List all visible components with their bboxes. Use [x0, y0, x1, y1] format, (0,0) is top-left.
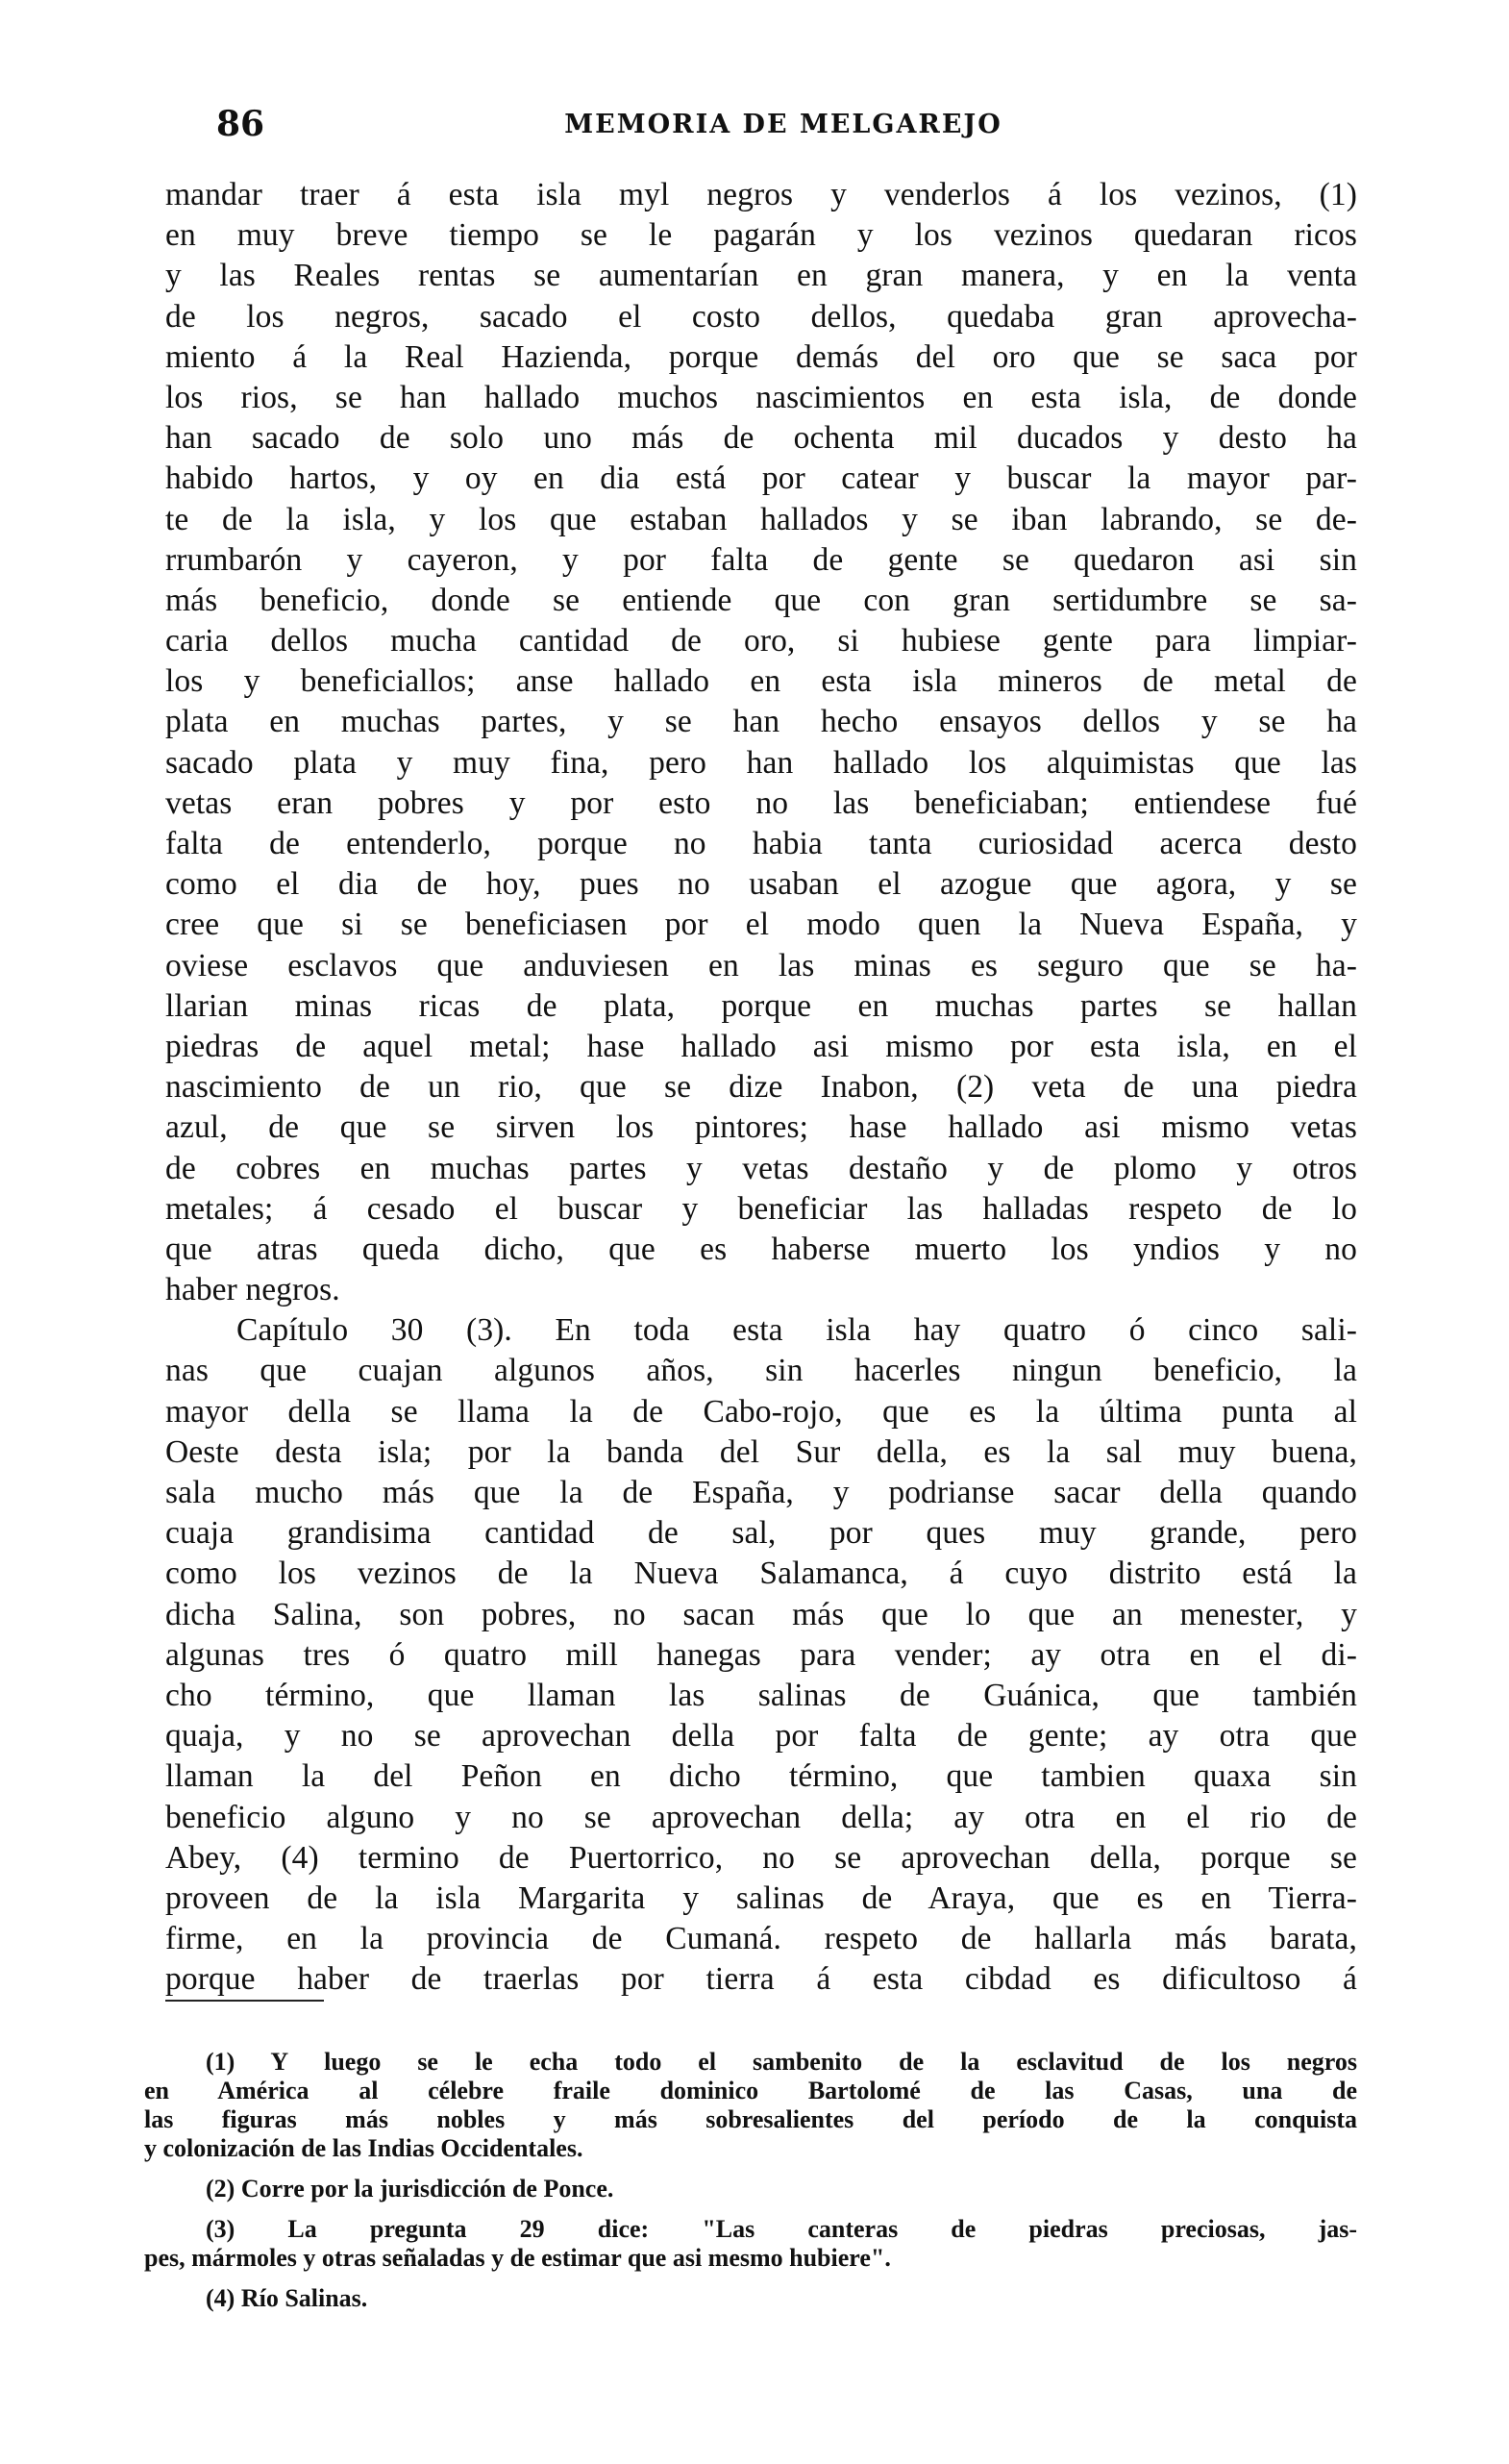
text-line: cho término, que llaman las salinas de Guánica, que también [165, 1677, 1357, 1713]
text-line: metales; á cesado el buscar y beneficiar las halladas respeto de lo [165, 1190, 1357, 1227]
footnote-line: y colonización de las Indias Occidentales. [144, 2134, 583, 2162]
text-line: nas que cuajan algunos años, sin hacerles ningun beneficio, la [165, 1353, 1357, 1389]
footnote-3 [144, 2215, 1357, 2273]
text-line: como los vezinos de la Nueva Salamanca, á cuyo distrito está la [165, 1556, 1357, 1592]
text-line: y las Reales rentas se aumentarían en gran manera, y en la venta [165, 258, 1357, 294]
footnote-line: (3) La pregunta 29 dice: "Las canteras de piedras preciosas, jas- [206, 2215, 1357, 2243]
text-line: sacado plata y muy fina, pero han hallado los alquimistas que las [165, 744, 1357, 781]
text-line: Abey, (4) termino de Puertorrico, no se aprovechan della, porque se [165, 1839, 1357, 1876]
text-line: más beneficio, donde se entiende que con gran sertidumbre se sa- [165, 582, 1357, 618]
text-line: llarian minas ricas de plata, porque en muchas partes se hallan [165, 987, 1357, 1024]
text-line: los rios, se han hallado muchos nascimientos en esta isla, de donde [165, 379, 1357, 415]
text-line: caria dellos mucha cantidad de oro, si hubiese gente para limpiar- [165, 623, 1357, 660]
footnote-4 [144, 2284, 1357, 2313]
text-line: falta de entenderlo, porque no habia tanta curiosidad acerca desto [165, 826, 1357, 861]
footnote-line: pes, mármoles y otras señaladas y de estimar que asi mesmo hubiere". [144, 2244, 891, 2272]
text-line: sala mucho más que la de España, y podrianse sacar della quando [165, 1475, 1357, 1510]
text-line: de los negros, sacado el costo dellos, quedaba gran aprovecha- [165, 298, 1357, 335]
text-line: vetas eran pobres y por esto no las beneficiaban; entiendese fué [165, 784, 1357, 821]
text-line: miento á la Real Hazienda, porque demás del oro que se saca por [165, 338, 1357, 375]
page-number: 86 [216, 104, 265, 144]
text-line: oviese esclavos que anduviesen en las minas es seguro que se ha- [165, 947, 1357, 983]
text-line: rrumbarón y cayeron, y por falta de gente se quedaron asi sin [165, 541, 1357, 578]
text-line: de cobres en muchas partes y vetas destaño y de plomo y otros [165, 1150, 1357, 1186]
text-line: mayor della se llama la de Cabo-rojo, que es la última punta al [165, 1393, 1357, 1430]
text-line: cuaja grandisima cantidad de sal, por ques muy grande, pero [165, 1515, 1357, 1552]
text-line: habido hartos, y oy en dia está por catear y buscar la mayor par- [165, 460, 1357, 497]
footnote-separator [165, 2000, 324, 2002]
text-line: firme, en la provincia de Cumaná. respeto de hallarla más barata, [165, 1921, 1357, 1957]
text-line: que atras queda dicho, que es haberse muerto los yndios y no [165, 1231, 1357, 1267]
text-line: te de la isla, y los que estaban hallados y se iban labrando, se de- [165, 501, 1357, 537]
text-line: han sacado de solo uno más de ochenta mil ducados y desto ha [165, 420, 1357, 457]
footnotes [144, 2048, 1357, 2313]
text-line: algunas tres ó quatro mill hanegas para vender; ay otra en el di- [165, 1636, 1357, 1673]
text-line: cree que si se beneficiasen por el modo quen la Nueva España, y [165, 907, 1357, 943]
body-text [165, 175, 1357, 2000]
text-line: nascimiento de un rio, que se dize Inabon, (2) veta de una piedra [165, 1069, 1357, 1106]
text-line: como el dia de hoy, pues no usaban el azogue que agora, y se [165, 866, 1357, 903]
running-title: MEMORIA DE MELGAREJO [564, 110, 1002, 139]
footnote-line: en América al célebre fraile dominico Bartolomé de las Casas, una de [144, 2077, 1357, 2104]
text-line: proveen de la isla Margarita y salinas de Araya, que es en Tierra- [165, 1879, 1357, 1916]
text-line: Oeste desta isla; por la banda del Sur della, es la sal muy buena, [165, 1433, 1357, 1470]
text-line: llaman la del Peñon en dicho término, que tambien quaxa sin [165, 1758, 1357, 1795]
text-line: haber negros. [165, 1272, 340, 1308]
text-line: porque haber de traerlas por tierra á esta cibdad es dificultoso á [165, 1961, 1357, 1998]
footnote-line: (4) Río Salinas. [206, 2284, 368, 2312]
chapter-start-line: Capítulo 30 (3). En toda esta isla hay quatro ó cinco sali- [236, 1312, 1357, 1349]
text-line: en muy breve tiempo se le pagarán y los vezinos quedaran ricos [165, 217, 1357, 254]
footnote-line: (2) Corre por la jurisdicción de Ponce. [206, 2175, 614, 2203]
footnote-1 [144, 2048, 1357, 2163]
text-line: los y beneficiallos; anse hallado en esta isla mineros de metal de [165, 663, 1357, 700]
footnote-line: (1) Y luego se le echa todo el sambenito de la esclavitud de los negros [206, 2048, 1357, 2076]
text-line: azul, de que se sirven los pintores; hase hallado asi mismo vetas [165, 1109, 1357, 1146]
running-head [216, 104, 1350, 162]
text-line: mandar traer á esta isla myl negros y venderlos á los vezinos, (1) [165, 177, 1357, 212]
text-line: plata en muchas partes, y se han hecho ensayos dellos y se ha [165, 704, 1357, 740]
text-line: beneficio alguno y no se aprovechan della; ay otra en el rio de [165, 1799, 1357, 1835]
footnote-line: las figuras más nobles y más sobresalientes del período de la conquista [144, 2105, 1357, 2133]
footnote-2 [144, 2175, 1357, 2203]
text-line: dicha Salina, son pobres, no sacan más que lo que an menester, y [165, 1596, 1357, 1632]
text-line: piedras de aquel metal; hase hallado asi mismo por esta isla, en el [165, 1028, 1357, 1064]
text-line: quaja, y no se aprovechan della por falta de gente; ay otra que [165, 1718, 1357, 1755]
